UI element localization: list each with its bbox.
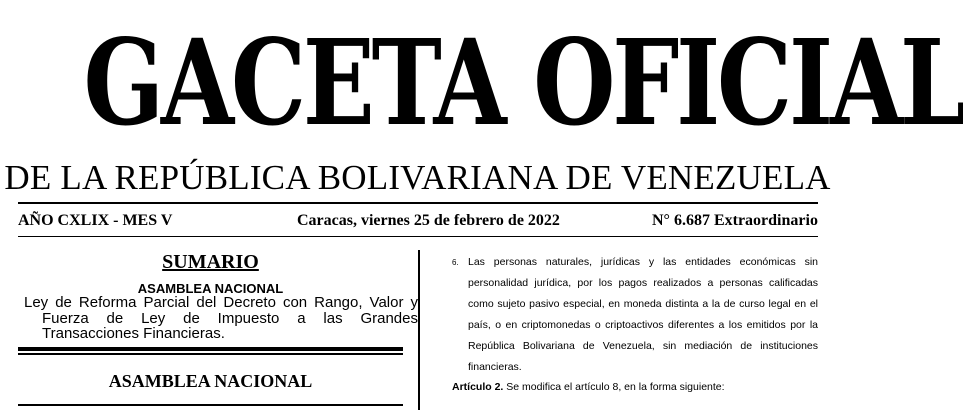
masthead-title: GACETA OFICIAL — [83, 13, 963, 152]
body-column — [438, 252, 818, 393]
issue-year-month: AÑO CXLIX - MES V — [18, 212, 173, 229]
sumario-entry: Ley de Reforma Parcial del Decreto con Rango, Valor y Fuerza de Ley de Impuesto a las Grandes Transacciones Financieras. — [24, 294, 418, 342]
article-paragraph — [452, 380, 818, 394]
masthead — [0, 8, 963, 158]
issue-number: N° 6.687 Extraordinario — [652, 212, 818, 229]
section-rule — [18, 404, 403, 406]
column-divider — [418, 250, 420, 410]
sumario-title: SUMARIO — [162, 251, 259, 273]
sumario-rule-thin — [18, 353, 403, 355]
section-heading: ASAMBLEA NACIONAL — [108, 371, 313, 391]
article-text: Se modifica el artículo 8, en la forma siguiente: — [503, 381, 725, 393]
list-item — [438, 252, 818, 378]
issue-date: Caracas, viernes 25 de febrero de 2022 — [297, 212, 560, 229]
article-label: Artículo 2. — [452, 381, 504, 393]
header-rule-top — [18, 202, 818, 204]
masthead-subtitle: DE LA REPÚBLICA BOLIVARIANA DE VENEZUELA — [4, 158, 831, 197]
sumario-organ: ASAMBLEA NACIONAL — [137, 281, 284, 296]
list-item-text: Las personas naturales, jurídicas y las entidades económicas sin personalidad jurídica, por los pagos realizados a personas calificadas como sujeto pasivo especial, en moneda distinta a la de curso legal en el país, o en criptomonedas o criptoactivos diferentes a los emitidos por la República Bolivariana de Venezuela, sin mediación de instituciones financieras. — [468, 256, 818, 373]
header-rule-bottom — [18, 236, 818, 237]
sumario-rule-thick — [18, 347, 403, 351]
list-item-number: 6. — [452, 258, 459, 267]
